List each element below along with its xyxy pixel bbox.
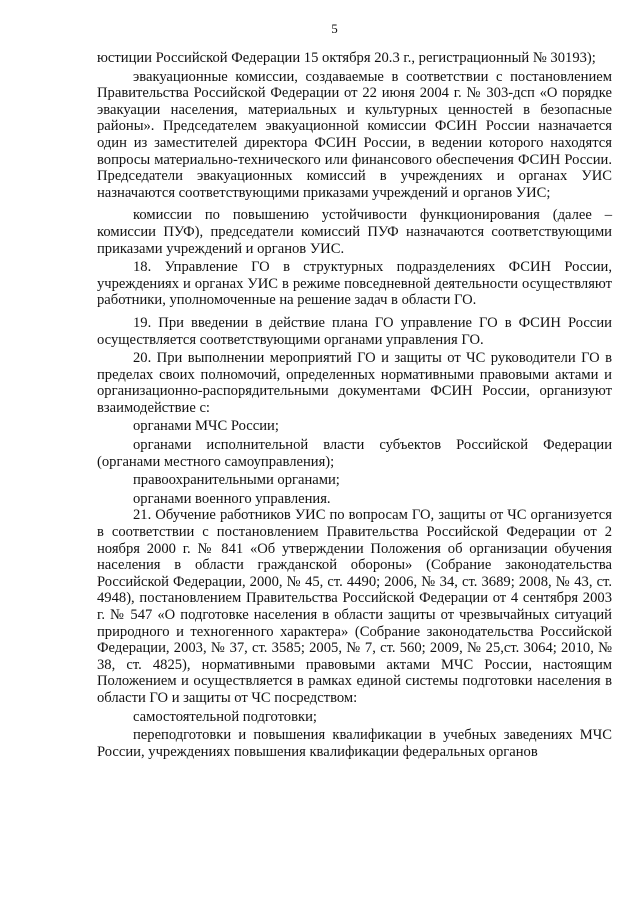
paragraph-18: 18. Управление ГО в структурных подразделениях ФСИН России, учреждениях и органах УИС в режиме повседневной деятельности осуществляют работники, уполномоченные на решение задач в области ГО. <box>97 259 612 309</box>
paragraph-puf-commissions: комиссии по повышению устойчивости функционирования (далее – комиссии ПУФ), председатели комиссий ПУФ назначаются соответствующими приказами учреждений и органов УИС. <box>97 207 612 257</box>
list-item: самостоятельной подготовки; <box>133 708 317 725</box>
list-item: органами исполнительной власти субъектов Российской Федерации (органами местного самоуправления); <box>97 437 612 470</box>
list-item: правоохранительными органами; <box>133 472 340 489</box>
paragraph-evacuation-commissions: эвакуационные комиссии, создаваемые в соответствии с постановлением Правительства Российской Федерации от 22 июня 2004 г. № 303-дсп «О порядке эвакуации населения, материальных и культурных ценностей в безопасные районы». Председателем эвакуационной комиссии ФСИН России назначается один из заместителей директора ФСИН России, в ведении которого находятся вопросы материально-технического или финансового обеспечения ФСИН России. Председатели эвакуационных комиссий в учреждениях и органах УИС назначаются соответствующими приказами учреждений и органов УИС; <box>97 68 612 201</box>
paragraph-registration: юстиции Российской Федерации 15 октября 20.3 г., регистрационный № 30193); <box>97 50 596 66</box>
paragraph-19: 19. При введении в действие плана ГО управление ГО в ФСИН России осуществляется соответствующими органами управления ГО. <box>97 314 612 348</box>
paragraph-20: 20. При выполнении мероприятий ГО и защиты от ЧС руководители ГО в пределах своих полномочий, определенных нормативными правовыми актами и организационно-распорядительными документами ФСИН России, организуют взаимодействие с: <box>97 350 612 416</box>
list-item: органами военного управления. <box>133 490 331 507</box>
paragraph-21: 21. Обучение работников УИС по вопросам ГО, защиты от ЧС организуется в соответствии с постановлением Правительства Российской Федерации от 2 ноября 2000 г. № 841 «Об утверждении Положения об организации обучения населения в области гражданской обороны» (Собрание законодательства Российской Федерации, 2000, № 45, ст. 4490; 2006, № 34, ст. 3689; 2008, № 43, ст. 4948), постановлением Правительства Российской Федерации от 4 сентября 2003 г. № 547 «О подготовке населения в области защиты от чрезвычайных ситуаций природного и техногенного характера» (Собрание законодательства Российской Федерации, 2003, № 37, ст. 3585; 2005, № 7, ст. 560; 2009, № 25,ст. 3064; 2010, № 38, ст. 4825), нормативными правовыми актами МЧС России, настоящим Положением и осуществляется в рамках единой системы подготовки населения в области ГО и защиты от ЧС посредством: <box>97 507 612 706</box>
list-item: переподготовки и повышения квалификации в учебных заведениях МЧС России, учреждениях повышения квалификации федеральных органов <box>97 727 612 760</box>
list-item: органами МЧС России; <box>133 418 279 435</box>
page-number: 5 <box>331 21 338 36</box>
